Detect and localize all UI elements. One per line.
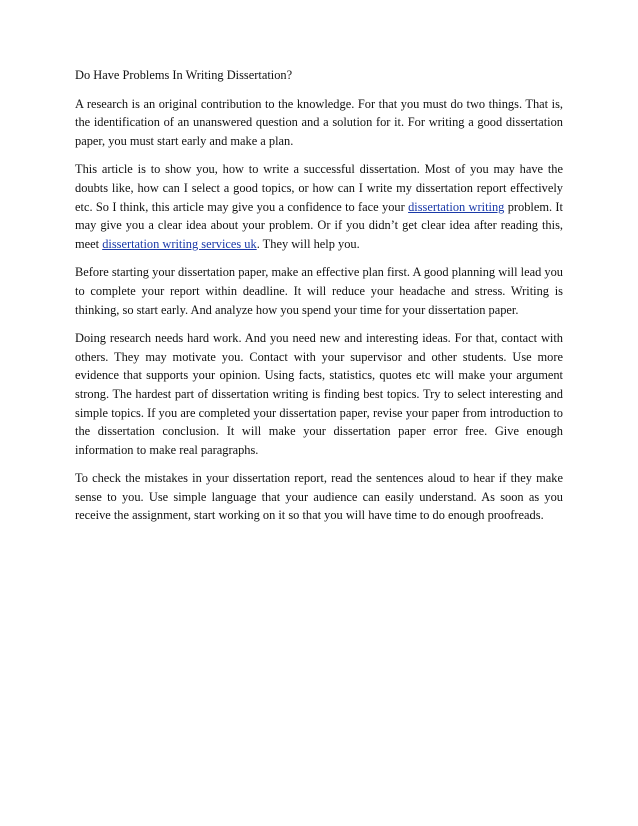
document-body [75,66,563,535]
dissertation-writing-link[interactable]: dissertation writing [408,199,505,214]
paragraph-2-text-end: . They will help you. [256,236,360,251]
paragraph-2-text-start: This article is to show you, how to write a successful dissertation. Most of you may have the doubts like, how can I select a good topics, or how can I write my dissertation report effectively etc. So I think, this article may give you a confidence to face your [75,162,563,214]
paragraph-4: Doing research needs hard work. And you need new and interesting ideas. For that, contact with others. They may motivate you. Contact with your supervisor and other students. Use more evidence that supports your opinion. Using facts, statistics, quotes etc will make your argument strong. The hardest part of dissertation writing is finding best topics. Try to select interesting and simple topics. If you are completed your dissertation paper, revise your paper from introduction to the dissertation conclusion. It will make your dissertation paper error free. Give enough information to make real paragraphs. [75,331,563,457]
document-title: Do Have Problems In Writing Dissertation? [75,68,293,82]
paragraph-2-text-middle: problem. It may give you a clear idea about your problem. Or if you didn’t get clear idea after reading this, meet [75,199,563,251]
paragraph-5: To check the mistakes in your dissertation report, read the sentences aloud to hear if they make sense to you. Use simple language that your audience can easily understand. As soon as you receive the assignment, start working on it so that you will have time to do enough proofreads. [75,471,563,523]
paragraph-3: Before starting your dissertation paper, make an effective plan first. A good planning will lead you to complete your report within deadline. It will reduce your headache and stress. Writing is thinking, so start early. And analyze how you spend your time for your dissertation paper. [75,265,563,317]
paragraph-2 [75,160,563,253]
paragraph-1: A research is an original contribution to the knowledge. For that you must do two things. That is, the identification of an unanswered question and a solution for it. For writing a good dissertation paper, you must start early and make a plan. [75,96,563,148]
dissertation-writing-services-uk-link[interactable]: dissertation writing services uk [102,236,257,251]
